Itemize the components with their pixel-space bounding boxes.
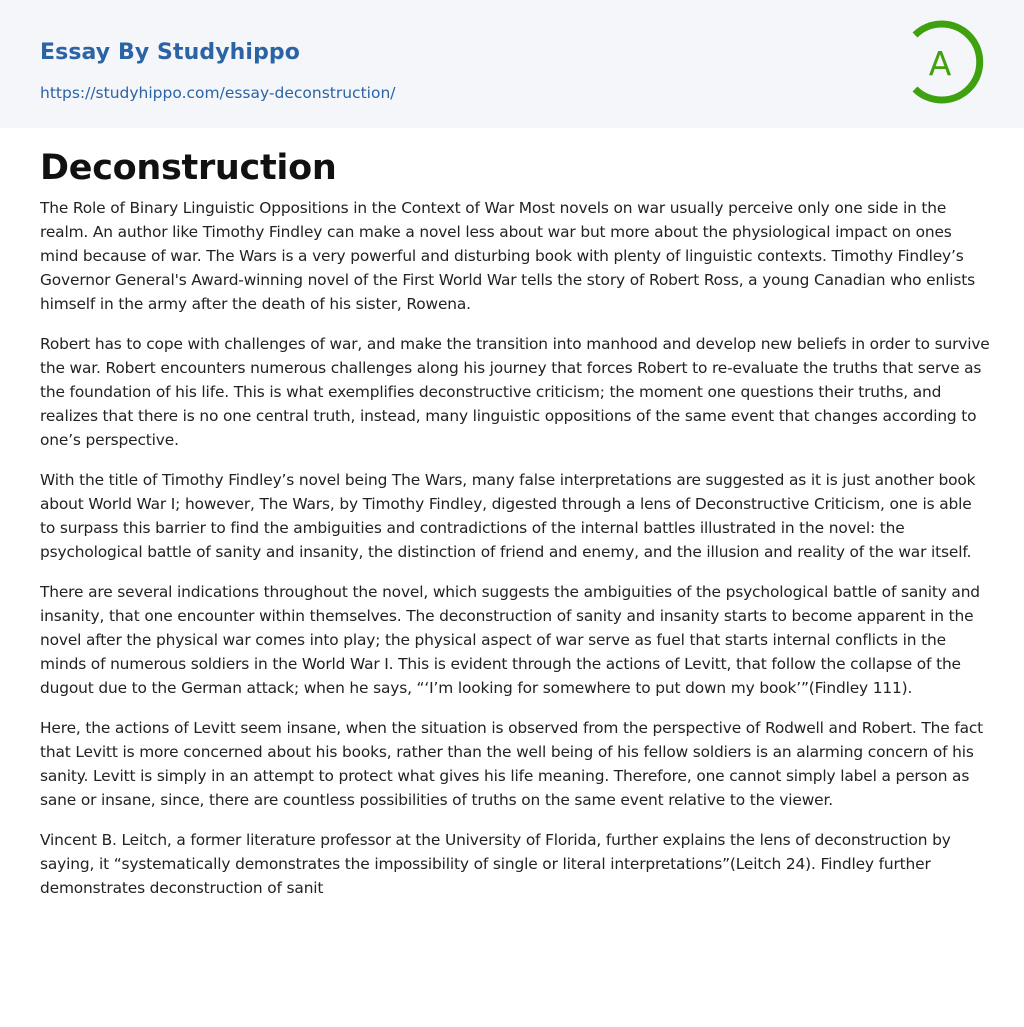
site-header (0, 0, 1024, 128)
brand-title: Essay By Studyhippo (40, 40, 300, 65)
logo-letter: A (928, 44, 952, 83)
article-paragraph: The Role of Binary Linguistic Oppositions in the Context of War Most novels on war usually perceive only one side in the realm. An author like Timothy Findley can make a novel less about war but more about the physiological impact on ones mind because of war. The Wars is a very powerful and disturbing book with plenty of linguistic contexts. Timothy Findley’s Governor General's Award-winning novel of the First World War tells the story of Robert Ross, a young Canadian who enlists himself in the army after the death of his sister, Rowena. (40, 199, 975, 313)
article-paragraph: There are several indications throughout the novel, which suggests the ambiguities of the psychological battle of sanity and insanity, that one encounter within themselves. The deconstruction of sanity and insanity starts to become apparent in the novel after the physical war comes into play; the physical aspect of war serve as fuel that starts internal conflicts in the minds of numerous soldiers in the World War I. This is evident through the actions of Levitt, that follow the collapse of the dugout due to the German attack; when he says, “‘I’m looking for somewhere to put down my book’”(Findley 111). (40, 583, 980, 697)
article-paragraph: Vincent B. Leitch, a former literature professor at the University of Florida, further explains the lens of deconstruction by saying, it “systematically demonstrates the impossibility of single or literal interpretations”(Leitch 24). Findley further demonstrates deconstruction of sanit (40, 831, 951, 897)
article-paragraph: Robert has to cope with challenges of war, and make the transition into manhood and develop new beliefs in order to survive the war. Robert encounters numerous challenges along his journey that forces Robert to re-evaluate the truths that serve as the foundation of his life. This is what exemplifies deconstructive criticism; the moment one questions their truths, and realizes that there is no one central truth, instead, many linguistic oppositions of the same event that changes according to one’s perspective. (40, 335, 990, 449)
studyhippo-logo-icon[interactable] (909, 17, 989, 107)
article-paragraph: Here, the actions of Levitt seem insane, when the situation is observed from the perspective of Rodwell and Robert. The fact that Levitt is more concerned about his books, rather than the well being of his fellow soldiers is an alarming concern of his sanity. Levitt is simply in an attempt to protect what gives his life meaning. Therefore, one cannot simply label a person as sane or insane, since, there are countless possibilities of truths on the same event relative to the viewer. (40, 719, 984, 809)
essay-url-link[interactable]: https://studyhippo.com/essay-deconstruction/ (40, 84, 396, 102)
page-title: Deconstruction (40, 148, 337, 188)
article (40, 140, 990, 916)
article-paragraph: With the title of Timothy Findley’s novel being The Wars, many false interpretations are suggested as it is just another book about World War I; however, The Wars, by Timothy Findley, digested through a lens of Deconstructive Criticism, one is able to surpass this barrier to find the ambiguities and contradictions of the internal battles illustrated in the novel: the psychological battle of sanity and insanity, the distinction of friend and enemy, and the illusion and reality of the war itself. (40, 471, 976, 561)
